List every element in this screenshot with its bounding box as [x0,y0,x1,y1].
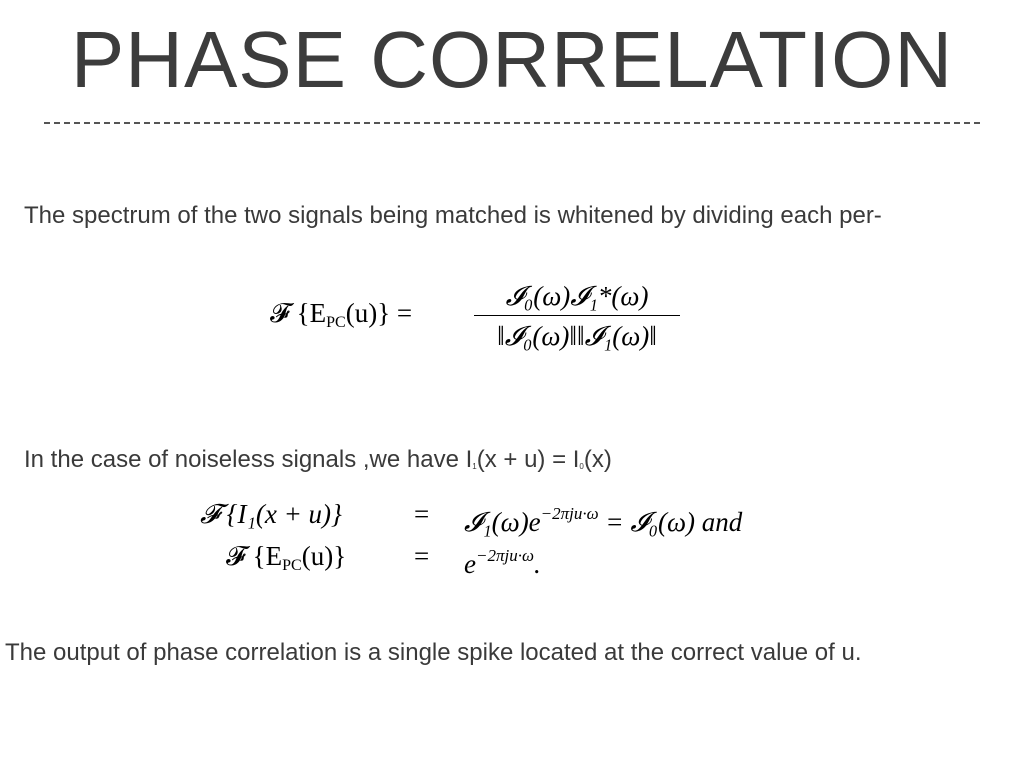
eq2-row2-equals: = [414,541,430,571]
eq2-row2-lhs [226,538,346,584]
fraction-numerator: 𝓘₀(ω)𝓘₁*(ω) [505,281,649,311]
p2-suffix: (x) [583,446,612,473]
p2-subscript-0: 0 [579,462,584,471]
eq1-lhs-sub: PC [326,314,346,331]
paragraph-noiseless-signals [24,445,612,482]
eq2-row2-rhs-b: . [533,549,541,579]
eq2-row2-lhs-head: 𝓕 {E [226,541,283,571]
eq2-row2-rhs-a: e [464,549,476,579]
eq2-row1-exponent: −2πju·ω [540,504,599,523]
eq2-row1-lhs: 𝓕 {I₁(x + u)} [200,499,342,529]
p2-mid: (x + u) = I [476,446,580,473]
eq2-row1-rhs-a: 𝓘₁(ω)e [464,507,541,537]
eq2-row2-exponent: −2πju·ω [475,546,534,565]
paragraph-output-spike: The output of phase correlation is a single spike located at the correct value of u. [5,639,862,666]
title-divider [44,122,980,124]
equation-noiseless-case [200,492,840,582]
paragraph-spectrum-whitening: The spectrum of the two signals being matched is whitened by dividing each per- [24,202,882,229]
eq2-row2-lhs-tail: (u)} [301,541,347,571]
p2-prefix: In the case of noiseless signals ,we have I [24,446,473,473]
eq2-row2-rhs [464,538,541,582]
eq2-row1-rhs [464,496,742,540]
eq2-row1-rhs-b: = 𝓘₀(ω) and [598,507,743,537]
slide-title: PHASE CORRELATION [70,15,954,104]
eq1-lhs-tail: (u)} = [345,298,413,328]
equation-phase-correlation [270,278,690,358]
p2-subscript-1: 1 [472,462,477,471]
eq2-row2-lhs-sub: PC [282,557,302,574]
fraction-denominator: ‖𝓘₀(ω)‖‖𝓘₁(ω)‖ [497,321,657,351]
eq2-row1-equals: = [414,499,430,529]
equation-fraction [474,278,680,354]
fraction-bar [474,315,680,316]
eq1-lhs-head: 𝓕 {E [270,298,327,328]
equation-lhs [270,298,412,332]
